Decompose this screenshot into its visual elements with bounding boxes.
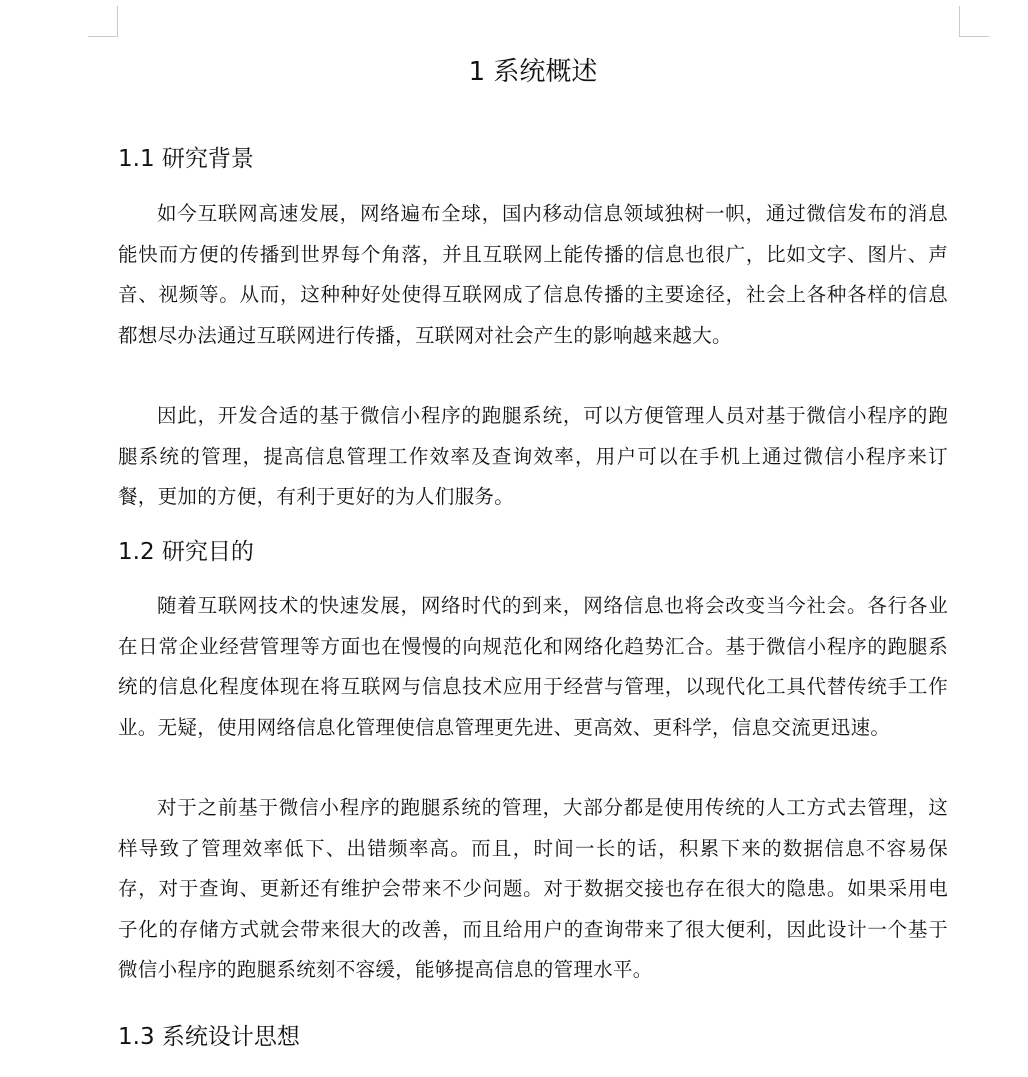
paragraph: 因此，开发合适的基于微信小程序的跑腿系统，可以方便管理人员对基于微信小程序的跑腿系统的管理，提高信息管理工作效率及查询效率，用户可以在手机上通过微信小程序来订餐，更加的方便，有利于更好的为人们服务。 (118, 404, 948, 509)
crop-mark-top-right (959, 6, 960, 36)
section-heading-purpose: 1.2 研究目的 (118, 539, 254, 565)
section-heading-design-idea: 1.3 系统设计思想 (118, 1024, 300, 1050)
crop-mark-top-left (117, 6, 118, 36)
paragraph: 如今互联网高速发展，网络遍布全球，国内移动信息领域独树一帜，通过微信发布的消息能快而方便的传播到世界每个角落，并且互联网上能传播的信息也很广，比如文字、图片、声音、视频等。从而，这种种好处使得互联网成了信息传播的主要途径，社会上各种各样的信息都想尽办法通过互联网进行传播，互联网对社会产生的影响越来越大。 (118, 202, 948, 347)
crop-mark-top-left (88, 36, 118, 37)
paragraph: 随着互联网技术的快速发展，网络时代的到来，网络信息也将会改变当今社会。各行各业在日常企业经营管理等方面也在慢慢的向规范化和网络化趋势汇合。基于微信小程序的跑腿系统的信息化程度体现在将互联网与信息技术应用于经营与管理，以现代化工具代替传统手工作业。无疑，使用网络信息化管理使信息管理更先进、更高效、更科学，信息交流更迅速。 (118, 594, 948, 739)
paragraph: 对于之前基于微信小程序的跑腿系统的管理，大部分都是使用传统的人工方式去管理，这样导致了管理效率低下、出错频率高。而且，时间一长的话，积累下来的数据信息不容易保存，对于查询、更新还有维护会带来不少问题。对于数据交接也存在很大的隐患。如果采用电子化的存储方式就会带来很大的改善，而且给用户的查询带来了很大便利，因此设计一个基于微信小程序的跑腿系统刻不容缓，能够提高信息的管理水平。 (118, 796, 948, 982)
chapter-title: 1 系统概述 (468, 57, 598, 87)
crop-mark-top-right (959, 36, 989, 37)
section-heading-background: 1.1 研究背景 (118, 146, 254, 172)
